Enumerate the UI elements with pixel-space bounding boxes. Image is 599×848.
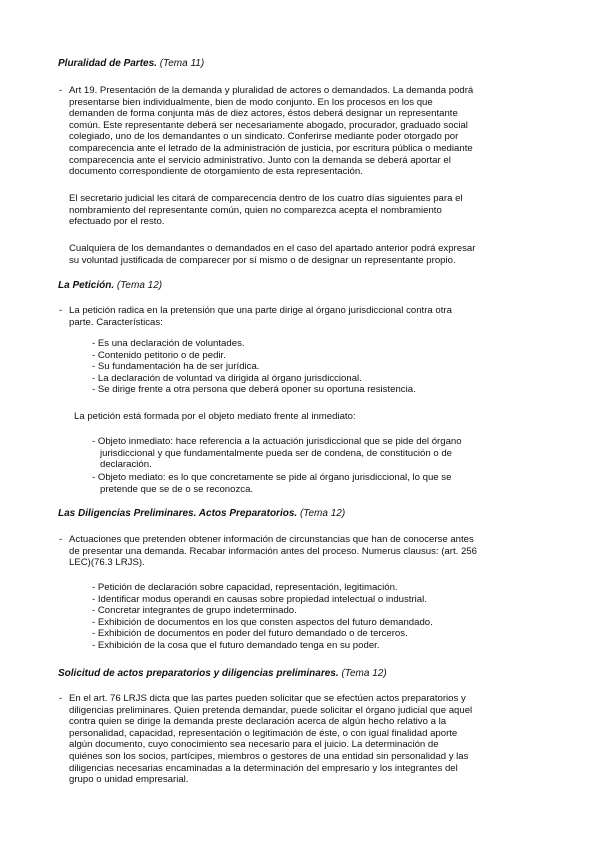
heading-text: La Petición. (58, 280, 115, 291)
text-line: jurisdiccional y que fundamentalmente pueda ser de condena, de constitución o de (100, 447, 453, 459)
text-line: El secretario judicial les citará de comparecencia dentro de los cuatro días siguientes para el (69, 193, 463, 204)
paragraph-art19 (69, 85, 473, 178)
text-line: La petición está formada por el objeto mediato frente al inmediato: (74, 411, 356, 422)
text-line: comparecencia ante el servicio administrativo. Junto con la demanda se deberá aportar el (69, 154, 451, 166)
section-heading-peticion (58, 280, 548, 292)
text-line: declaración. (100, 459, 152, 471)
text-line: personalidad, capacidad, representación o legitimación de éste, o con igual finalidad aporte (69, 727, 458, 739)
heading-tema: (Tema 12) (341, 668, 387, 679)
text-line: Actuaciones que pretenden obtener información de circunstancias que han de conocerse antes (69, 534, 474, 545)
text-line: Cualquiera de los demandantes o demandados en el caso del apartado anterior podrá expresar (69, 243, 476, 254)
bullet-dash: - (59, 534, 63, 545)
text-line: diligencias necesarias encaminadas a la determinación del empresario y los integrantes del (69, 762, 458, 774)
text-line: En el art. 76 LRJS dicta que las partes pueden solicitar que se efectúen actos preparatorios y (69, 693, 466, 704)
text-line: La petición radica en la pretensión que una parte dirige al órgano jurisdiccional contra otra (69, 305, 452, 316)
list-item-objeto-mediato (92, 472, 451, 495)
list-item: - Su fundamentación ha de ser jurídica. (92, 361, 260, 373)
list-item: - Exhibición de la cosa que el futuro demandado tenga en su poder. (92, 639, 380, 651)
text-line: diligencias preliminares. Quien pretenda demandar, puede solicitar el órgano judicial que aquel (69, 704, 473, 716)
list-item: - Identificar modus operandi en causas sobre propiedad intelectual o industrial. (92, 593, 427, 605)
text-line: presentarse bien individualmente, bien de modo conjunto. En los procesos en los que (69, 96, 433, 108)
text-line: - Objeto mediato: es lo que concretamente se pide al órgano jurisdiccional, lo que se (92, 472, 452, 483)
bullet-dash: - (59, 85, 63, 96)
list-item: - La declaración de voluntad va dirigida al órgano jurisdiccional. (92, 372, 362, 384)
list-item: - Concretar integrantes de grupo indeterminado. (92, 605, 297, 617)
paragraph-peticion (69, 305, 452, 328)
text-line: algún documento, cuyo conocimiento sea necesario para el juicio. La determinación de (69, 739, 439, 751)
heading-tema: (Tema 12) (116, 280, 163, 291)
text-line: pretende que se de o se reconozca. (100, 483, 254, 495)
list-item: - Se dirige frente a otra persona que deberá oponer su oportuna resistencia. (92, 384, 416, 396)
bullet-dash: - (59, 693, 63, 704)
heading-tema: (Tema 11) (159, 58, 205, 69)
section-heading-diligencias (58, 508, 548, 520)
paragraph-actuaciones (69, 534, 477, 569)
paragraph-art76 (69, 693, 472, 786)
text-line: comparecencia ante el letrado de la administración de justicia, por escritura pública o mediante (69, 142, 473, 154)
list-caracteristicas (92, 338, 416, 396)
text-line: demanden de forma conjunta más de diez actores, éstos deberá designar un representante (69, 108, 458, 120)
bullet-dash: - (59, 305, 63, 316)
text-line: común. Este representante deberá ser necesariamente abogado, procurador, graduado social (69, 119, 468, 131)
text-line: su voluntad justificada de comparecer por sí mismo o de designar un representante propio. (69, 254, 456, 266)
text-line: colegiado, uno de los demandantes o un sindicato. Conferirse mediante poder otorgado por (69, 131, 459, 143)
heading-tema: (Tema 12) (299, 508, 346, 519)
text-line: nombramiento del representante común, quien no comparezca acepta el nombramiento (69, 204, 442, 216)
section-heading-pluralidad (58, 58, 548, 70)
text-line: quiénes son los socios, partícipes, miembros o gestores de una entidad sin personalidad y las (69, 750, 469, 762)
paragraph-secretario (69, 193, 463, 228)
list-item: - Contenido petitorio o de pedir. (92, 349, 226, 361)
heading-text: Pluralidad de Partes. (58, 58, 157, 69)
text-line: Art 19. Presentación de la demanda y pluralidad de actores o demandados. La demanda podrá (69, 85, 474, 96)
text-line: efectuado por el resto. (69, 216, 165, 228)
section-heading-solicitud (58, 668, 548, 680)
list-item: - Exhibición de documentos en poder del futuro demandado o de terceros. (92, 628, 408, 640)
heading-text: Solicitud de actos preparatorios y diligencias preliminares. (58, 668, 339, 679)
text-line: LEC)(76.3 LRJS). (69, 557, 145, 569)
text-line: contra quien se dirige la demanda preste declaración acerca de algún hecho relativo a la (69, 716, 447, 728)
text-line: de presentar una demanda. Recabar información antes del proceso. Numerus clausus: (art. 256 (69, 545, 477, 557)
list-item-objeto-inmediato (92, 436, 462, 471)
paragraph-cualquiera (69, 243, 475, 266)
list-diligencias (92, 582, 433, 652)
text-line: documento correspondiente de otorgamiento de esta representación. (69, 166, 363, 178)
paragraph-objeto (74, 411, 356, 423)
text-line: parte. Características: (69, 316, 163, 328)
heading-text: Las Diligencias Preliminares. Actos Preparatorios. (58, 508, 298, 519)
list-item: - Exhibición de documentos en los que consten aspectos del futuro demandado. (92, 616, 433, 628)
list-item: - Es una declaración de voluntades. (92, 338, 245, 349)
text-line: grupo o unidad empresarial. (69, 774, 189, 786)
list-item: - Petición de declaración sobre capacidad, representación, legitimación. (92, 582, 398, 593)
text-line: - Objeto inmediato: hace referencia a la actuación jurisdiccional que se pide del órgano (92, 436, 462, 447)
